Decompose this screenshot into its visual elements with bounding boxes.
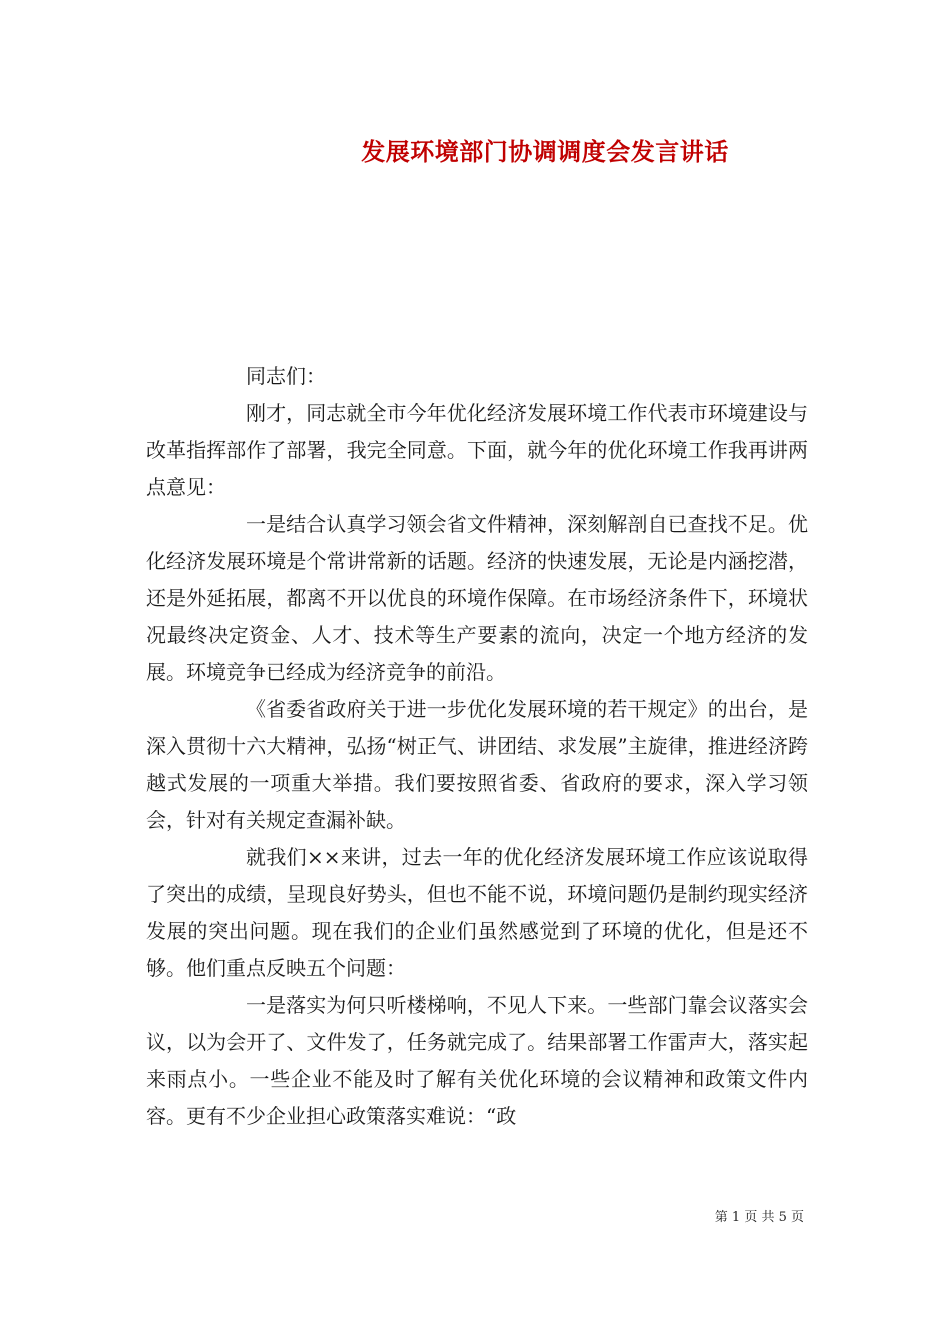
paragraph-salutation: 同志们：: [246, 364, 326, 388]
document-title: 发展环境部门协调调度会发言讲话: [361, 137, 729, 166]
paragraph: 一是落实为何只听楼梯响，不见人下来。一些部门靠会议落实会议，以为会开了、文件发了，任务就完成了。结果部署工作雷声大，落实起来雨点小。一些企业不能及时了解有关优化环境的会议精神和政策文件内容。更有不少企业担心政策落实难说：“政: [146, 993, 808, 1128]
paragraph: 《省委省政府关于进一步优化发展环境的若干规定》的出台，是深入贯彻十六大精神，弘扬“树正气、讲团结、求发展”主旋律，推进经济跨越式发展的一项重大举措。我们要按照省委、省政府的要求，深入学习领会，针对有关规定查漏补缺。: [146, 697, 808, 832]
paragraph: 刚才，同志就全市今年优化经济发展环境工作代表市环境建设与改革指挥部作了部署，我完全同意。下面，就今年的优化环境工作我再讲两点意见：: [146, 401, 808, 499]
paragraph: 就我们××来讲，过去一年的优化经济发展环境工作应该说取得了突出的成绩，呈现良好势头，但也不能不说，环境问题仍是制约现实经济发展的突出问题。现在我们的企业们虽然感觉到了环境的优化，但是还不够。他们重点反映五个问题：: [146, 845, 808, 980]
paragraph: 一是结合认真学习领会省文件精神，深刻解剖自已查找不足。优化经济发展环境是个常讲常新的话题。经济的快速发展，无论是内涵挖潜，还是外延拓展，都离不开以优良的环境作保障。在市场经济条件下，环境状况最终决定资金、人才、技术等生产要素的流向，决定一个地方经济的发展。环境竞争已经成为经济竞争的前沿。: [146, 512, 808, 684]
document-body: [146, 358, 808, 1135]
page-number-footer: 第 1 页 共 5 页: [714, 1210, 804, 1225]
